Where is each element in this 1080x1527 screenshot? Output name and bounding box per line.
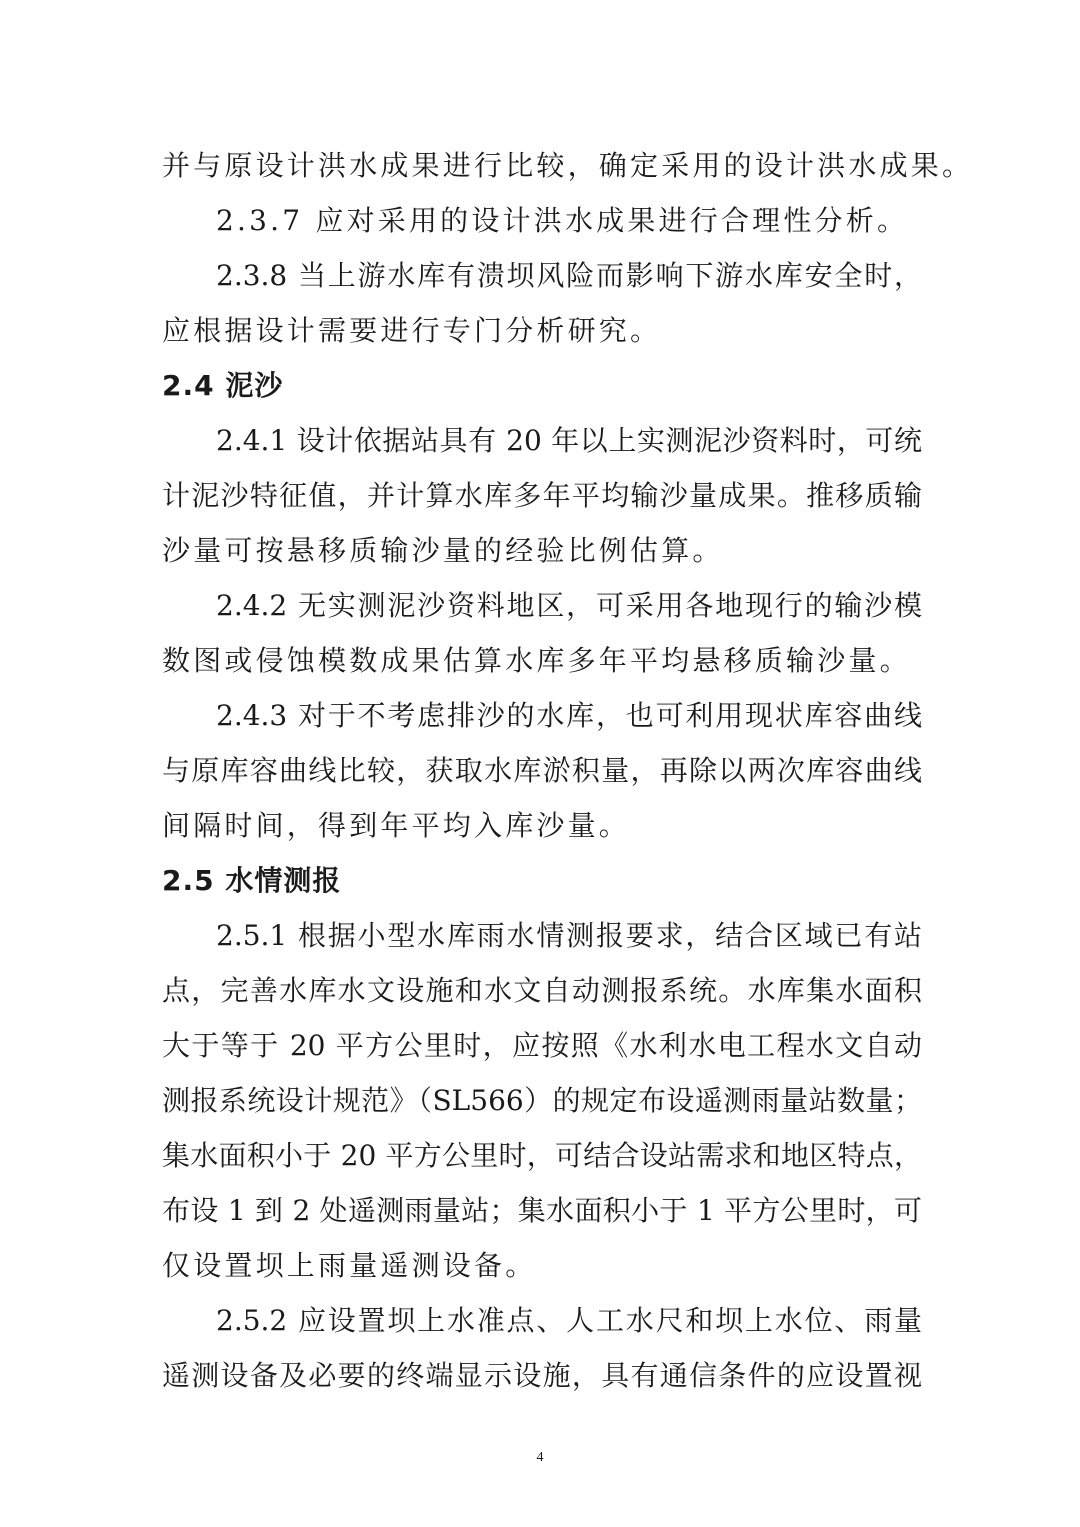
text-line: 测报系统设计规范》（SL566）的规定布设遥测雨量站数量； [162, 1084, 922, 1117]
text-line: 大于等于 20 平方公里时，应按照《水利水电工程水文自动 [162, 1029, 922, 1062]
text-line: 遥测设备及必要的终端显示设施，具有通信条件的应设置视 [162, 1359, 922, 1392]
text-line: 并与原设计洪水成果进行比较，确定采用的设计洪水成果。 [162, 149, 974, 182]
text-line: 2.5.1 根据小型水库雨水情测报要求，结合区域已有站 [216, 919, 922, 952]
text-line: 沙量可按悬移质输沙量的经验比例估算。 [162, 534, 724, 567]
text-line: 集水面积小于 20 平方公里时，可结合设站需求和地区特点， [162, 1139, 922, 1172]
text-line: 点，完善水库水文设施和水文自动测报系统。水库集水面积 [162, 974, 922, 1007]
section-heading: 2.5 水情测报 [162, 864, 342, 897]
text-line: 2.3.7 应对采用的设计洪水成果进行合理性分析。 [216, 204, 909, 237]
text-line: 2.4.2 无实测泥沙资料地区，可采用各地现行的输沙模 [216, 589, 922, 622]
text-line: 间隔时间，得到年平均入库沙量。 [162, 809, 631, 842]
text-line: 2.5.2 应设置坝上水准点、人工水尺和坝上水位、雨量 [216, 1304, 922, 1337]
text-line: 数图或侵蚀模数成果估算水库多年平均悬移质输沙量。 [162, 644, 911, 677]
text-line: 2.3.8 当上游水库有溃坝风险而影响下游水库安全时， [216, 259, 922, 292]
section-heading: 2.4 泥沙 [162, 369, 284, 402]
text-line: 布设 1 到 2 处遥测雨量站；集水面积小于 1 平方公里时，可 [162, 1194, 922, 1227]
text-line: 应根据设计需要进行专门分析研究。 [162, 314, 662, 347]
text-line: 2.4.1 设计依据站具有 20 年以上实测泥沙资料时，可统 [216, 424, 922, 457]
text-line: 仅设置坝上雨量遥测设备。 [162, 1249, 537, 1282]
page-number: 4 [536, 1450, 544, 1465]
text-line: 2.4.3 对于不考虑排沙的水库，也可利用现状库容曲线 [216, 699, 922, 732]
text-line: 与原库容曲线比较，获取水库淤积量，再除以两次库容曲线 [162, 754, 922, 787]
text-line: 计泥沙特征值，并计算水库多年平均输沙量成果。推移质输 [162, 479, 922, 512]
